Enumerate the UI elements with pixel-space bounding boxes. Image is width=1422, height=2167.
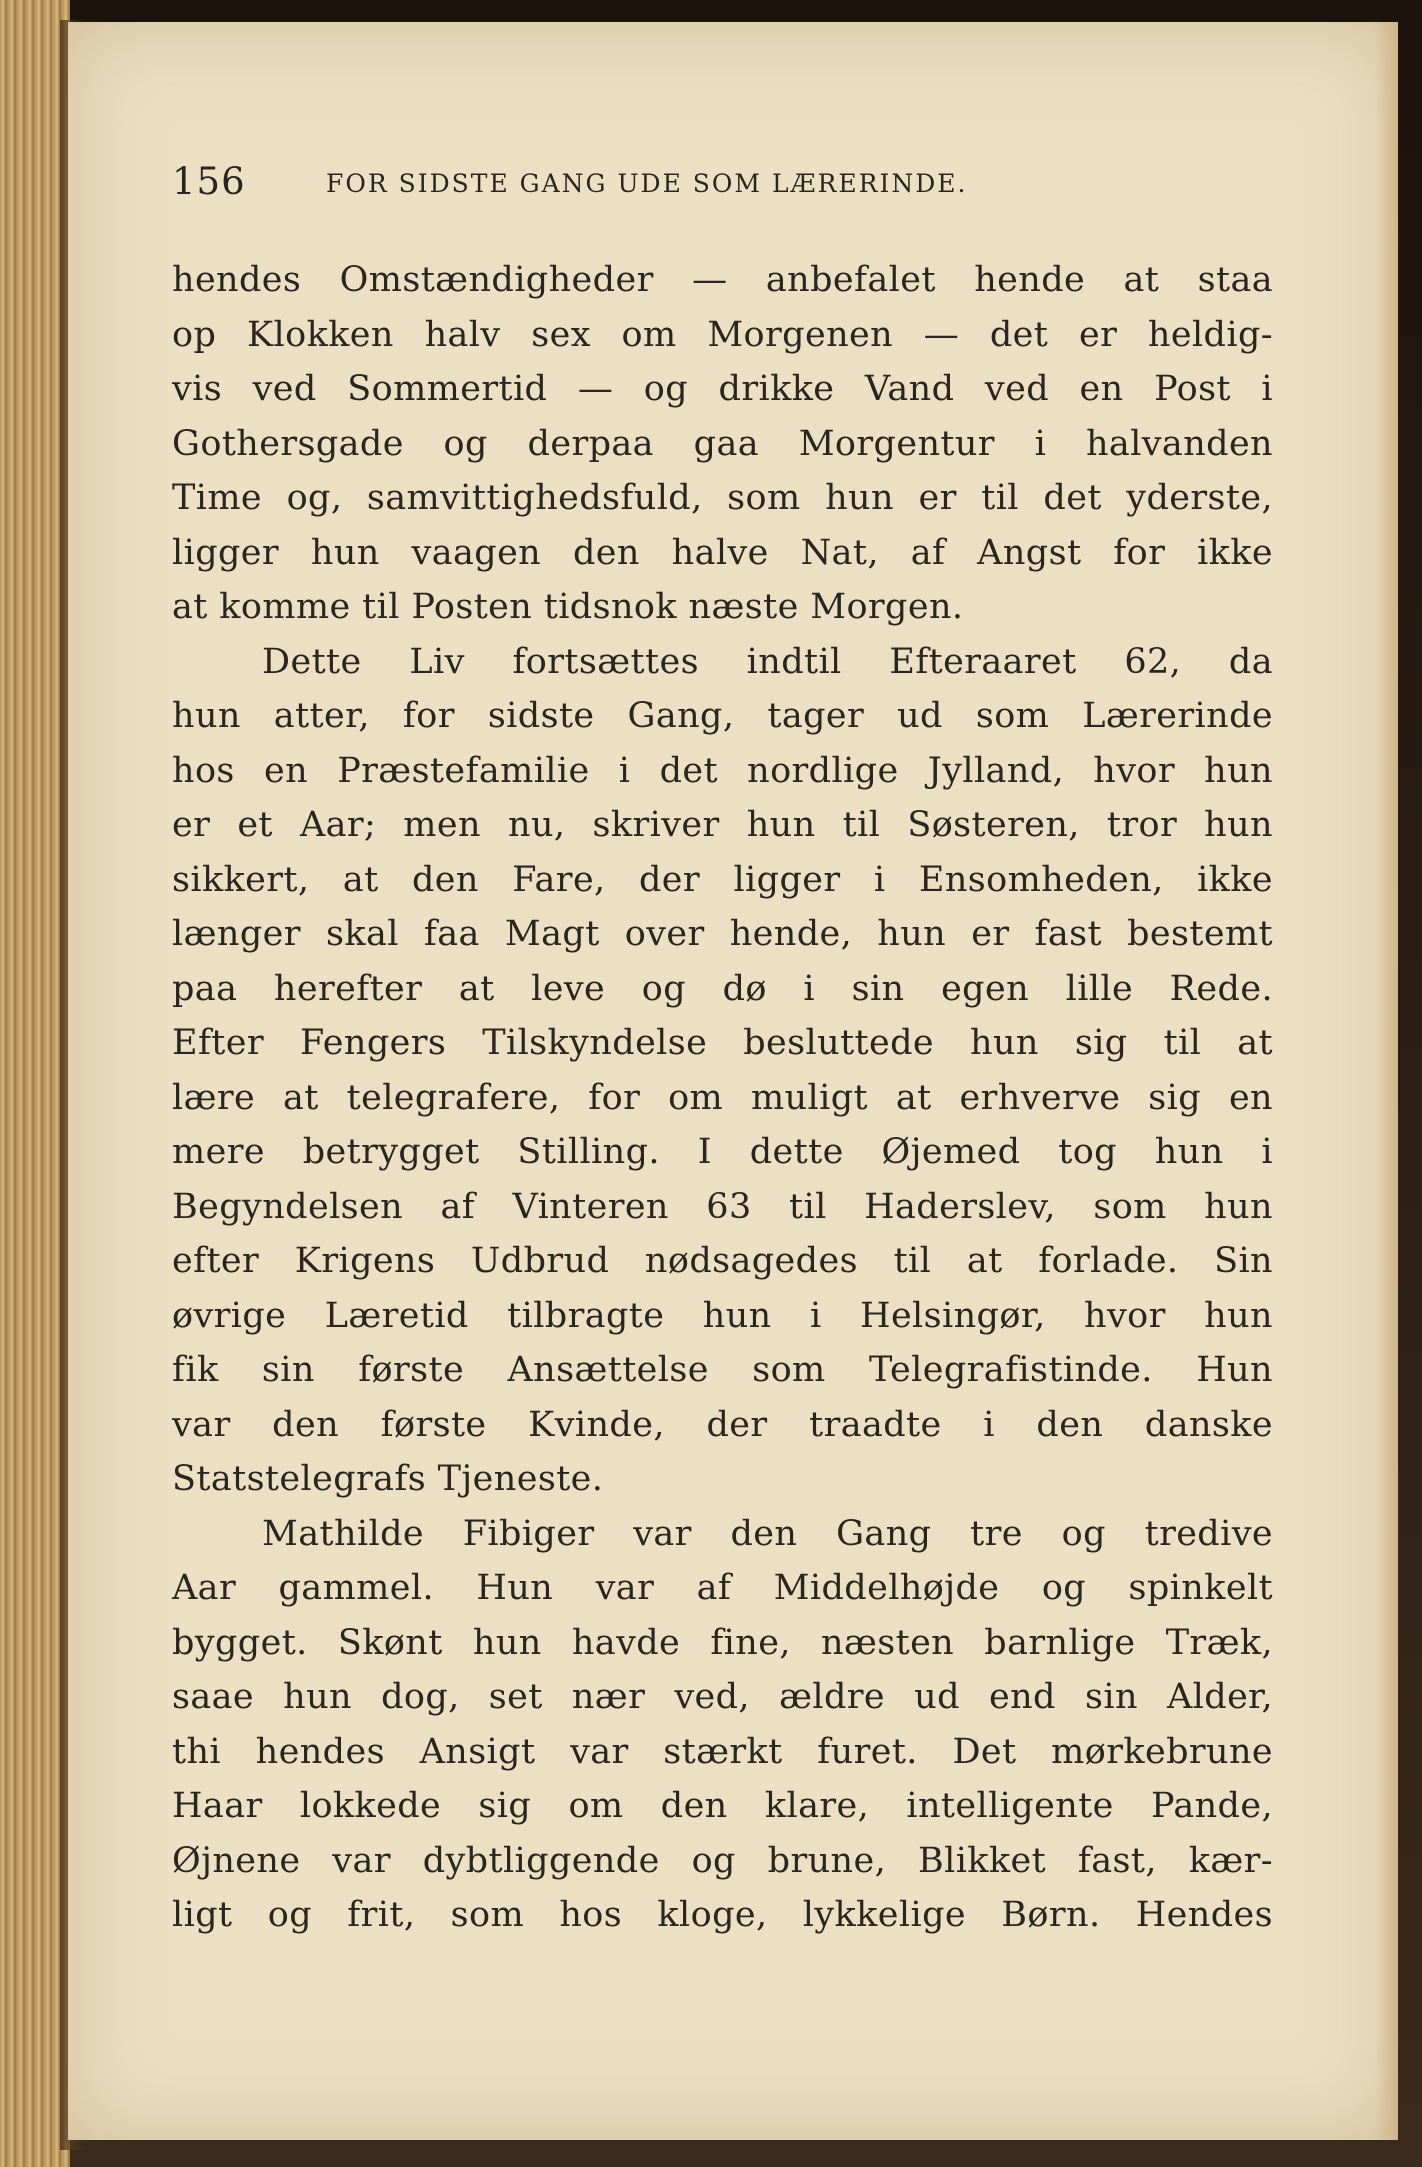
text-line: hendes Omstændigheder — anbefalet hende at staa bbox=[172, 260, 1273, 300]
text-line: længer skal faa Magt over hende, hun er fast bestemt bbox=[172, 914, 1273, 954]
text-line: Gothersgade og derpaa gaa Morgentur i halvanden bbox=[172, 423, 1273, 464]
text-line: er et Aar; men nu, skriver hun til Søsteren, tror hun bbox=[172, 805, 1273, 845]
text-line: at komme til Posten tidsnok næste Morgen. bbox=[172, 587, 964, 627]
text-line: Begyndelsen af Vinteren 63 til Haderslev, som hun bbox=[172, 1186, 1273, 1227]
text-line: Øjnene var dybtliggende og brune, Blikket fast, kær- bbox=[172, 1840, 1273, 1881]
text-line: lære at telegrafere, for om muligt at erhverve sig en bbox=[172, 1077, 1273, 1118]
page-header bbox=[172, 160, 1272, 210]
text-line: hun atter, for sidste Gang, tager ud som Lærerinde bbox=[172, 696, 1273, 736]
text-line: paa herefter at leve og dø i sin egen lille Rede. bbox=[172, 968, 1273, 1009]
text-line: Dette Liv fortsættes indtil Efteraaret 62, da bbox=[262, 641, 1273, 682]
text-line: sikkert, at den Fare, der ligger i Ensomheden, ikke bbox=[172, 859, 1273, 900]
text-line: Mathilde Fibiger var den Gang tre og tredive bbox=[262, 1513, 1273, 1554]
text-line: hos en Præstefamilie i det nordlige Jylland, hvor hun bbox=[172, 750, 1273, 791]
text-line: vis ved Sommertid — og drikke Vand ved en Post i bbox=[172, 369, 1273, 409]
text-line: saae hun dog, set nær ved, ældre ud end sin Alder, bbox=[172, 1677, 1273, 1717]
text-line: Haar lokkede sig om den klare, intelligente Pande, bbox=[172, 1786, 1273, 1826]
page-edge bbox=[1376, 22, 1398, 2140]
page-number: 156 bbox=[172, 160, 246, 203]
text-line: øvrige Læretid tilbragte hun i Helsingør, hvor hun bbox=[172, 1295, 1273, 1336]
text-line: mere betrygget Stilling. I dette Øjemed tog hun i bbox=[172, 1132, 1273, 1172]
text-line: ligt og frit, som hos kloge, lykkelige Børn. Hendes bbox=[172, 1895, 1273, 1935]
text-line: Statstelegrafs Tjeneste. bbox=[172, 1459, 604, 1499]
text-line: ligger hun vaagen den halve Nat, af Angst for ikke bbox=[172, 532, 1273, 573]
text-line: var den første Kvinde, der traadte i den danske bbox=[172, 1404, 1273, 1445]
text-line: bygget. Skønt hun havde fine, næsten barnlige Træk, bbox=[172, 1622, 1273, 1663]
body-text bbox=[172, 253, 1273, 1943]
text-line: Aar gammel. Hun var af Middelhøjde og spinkelt bbox=[172, 1568, 1273, 1608]
running-head: FOR SIDSTE GANG UDE SOM LÆRERINDE. bbox=[326, 169, 968, 198]
text-line: Efter Fengers Tilskyndelse besluttede hun sig til at bbox=[172, 1023, 1273, 1063]
text-line: Time og, samvittighedsfuld, som hun er til det yderste, bbox=[172, 478, 1273, 518]
text-line: thi hendes Ansigt var stærkt furet. Det mørkebrune bbox=[172, 1731, 1273, 1772]
text-line: fik sin første Ansættelse som Telegrafistinde. Hun bbox=[172, 1350, 1273, 1390]
text-line: op Klokken halv sex om Morgenen — det er heldig- bbox=[172, 314, 1273, 355]
text-line: efter Krigens Udbrud nødsagedes til at forlade. Sin bbox=[172, 1241, 1273, 1281]
